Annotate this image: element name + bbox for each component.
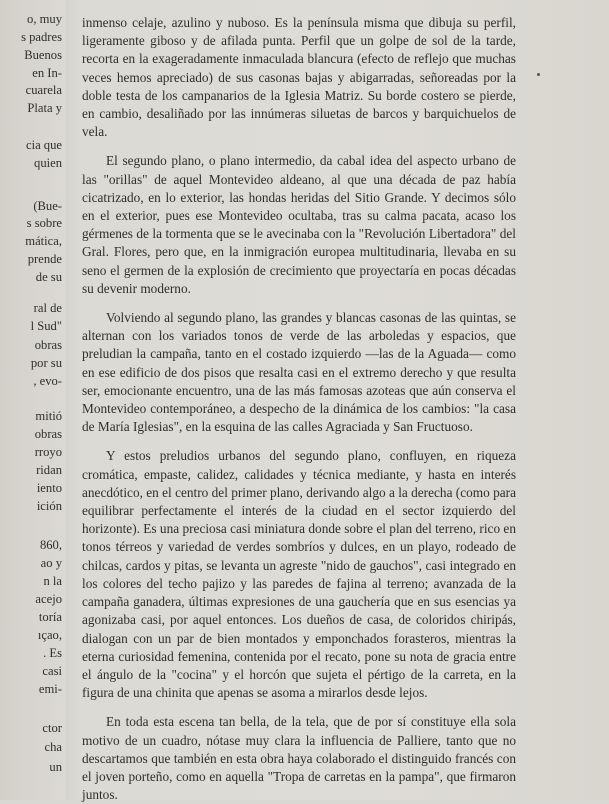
left-fragment-16: obras bbox=[34, 338, 62, 352]
left-fragment-17: por su bbox=[30, 356, 62, 370]
left-fragment-14: ral de bbox=[33, 301, 62, 315]
left-fragment-20: obras bbox=[34, 427, 62, 441]
left-fragment-7: cia que bbox=[25, 138, 62, 152]
left-fragment-22: ridan bbox=[36, 463, 62, 477]
left-fragment-26: ao y bbox=[40, 556, 62, 570]
left-fragment-21: rroyo bbox=[34, 445, 62, 459]
ink-speck bbox=[537, 73, 540, 76]
left-fragment-34: ctor bbox=[42, 721, 62, 735]
left-fragment-31: . Es bbox=[43, 646, 62, 660]
left-fragment-4: en In- bbox=[32, 66, 62, 80]
left-fragment-13: de su bbox=[35, 270, 62, 284]
left-fragment-3: Buenos bbox=[24, 48, 62, 62]
main-text-column bbox=[82, 14, 516, 804]
paragraph-1: inmenso celaje, azulino y nuboso. Es la península misma que dibuja su perfil, ligeramente giboso y de afilada punta. Perfil que un golpe de sol de la tarde, recorta en la exageradamente inmaculada blancura (efecto de reflejo que muchas veces hemos apreciado) de sus casonas bajas y abigarradas, señoreadas por la doble testa de los campanarios de la Iglesia Matriz. Su borde costero se pierde, en cambio, desaliñado por las innúmeras siluetas de barcos y barquichuelos de vela. bbox=[82, 15, 516, 140]
left-fragment-36: un bbox=[49, 760, 62, 774]
left-fragment-10: s sobre bbox=[26, 216, 62, 230]
left-fragment-23: iento bbox=[36, 481, 62, 495]
left-fragment-8: quien bbox=[34, 156, 62, 170]
left-fragment-11: mática, bbox=[25, 234, 62, 248]
paragraph-5: En toda esta escena tan bella, de la tela, que de por sí constituye ella sola motivo de un cuadro, nótase muy clara la influencia de Palliere, tanto que no descartamos que también en esta obra haya colaborado el distinguido francés con el joven porteño, como en aquella "Tropa de carretas en la pampa", que firmaron juntos. bbox=[82, 714, 516, 803]
left-fragment-12: prende bbox=[27, 252, 62, 266]
left-fragment-6: Plata y bbox=[27, 101, 62, 115]
left-fragment-29: toría bbox=[38, 610, 62, 624]
gutter-shadow bbox=[66, 0, 80, 800]
left-page-edge-fragments bbox=[0, 0, 64, 800]
left-fragment-19: mitió bbox=[35, 409, 62, 423]
left-fragment-32: casi bbox=[42, 664, 62, 678]
left-fragment-24: ición bbox=[36, 499, 62, 513]
paragraph-3: Volviendo al segundo plano, las grandes y blancas casonas de las quintas, se alternan con los variados tonos de verde de las arboledas y espacios, que preludian la campaña, tanto en el costado izquierdo —las de la Aguada— como en ese edificio de dos pisos que resalta casi en el extremo derecho y que resulta ser, emocionante encuentro, una de las más famosas azoteas que aún conserva el Montevideo contemporáneo, a despecho de la dinámica de los cambios: "la casa de María Iglesias", en la esquina de las calles Agraciada y San Fructuoso. bbox=[82, 310, 516, 435]
left-fragment-9: (Bue- bbox=[33, 199, 62, 213]
left-fragment-2: s padres bbox=[21, 30, 62, 44]
paragraph-4: Y estos preludios urbanos del segundo plano, confluyen, en riqueza cromática, empaste, calidez, calidades y técnica mediante, y hasta en interés anecdótico, en el centro del primer plano, derivando algo a la derecha (como para equilibrar perfectamente el interés de la ciudad en el sector izquierdo del horizonte). Es una preciosa casi miniatura donde sobre el plan del terreno, rico en tonos térreos y variedad de verdes sombríos y dulces, en un playo, rodeado de chilcas, cardos y pitas, se levanta un agreste "nido de gauchos", casi integrado en los colores del techo pajizo y las paredes de fajina al terreno; avanzada de la campaña ganadera, últimas expresiones de una gauchería que en sus esencias ya agonizaba casi, por aquel entonces. Los dueños de casa, de coloridos chiripás, dialogan con un par de bien montados y emponchados forasteros, mientras la eterna curiosidad femenina, contenida por el recato, pone su nota de gracia entre el ángulo de la "cocina" y el horcón que sujeta el pértigo de la carreta, en la figura de una chinita que apenas se asoma a mirarlos desde lejos. bbox=[82, 448, 516, 701]
left-fragment-18: , evo- bbox=[33, 374, 62, 388]
left-fragment-33: emi- bbox=[38, 682, 62, 696]
left-fragment-30: ıçao, bbox=[37, 628, 62, 642]
left-fragment-27: n la bbox=[43, 574, 62, 588]
left-fragment-15: l Sud" bbox=[30, 319, 62, 333]
left-fragment-5: cuarela bbox=[25, 83, 62, 97]
left-fragment-25: 860, bbox=[39, 538, 62, 552]
left-fragment-28: acejo bbox=[35, 592, 62, 606]
left-fragment-35: cha bbox=[44, 740, 62, 754]
paragraph-2: El segundo plano, o plano intermedio, da cabal idea del aspecto urbano de las "orillas" de aquel Montevideo aldeano, al que una década de paz había cicatrizado, en lo exterior, las hondas heridas del Sitio Grande. Y decimos sólo en el exterior, pues ese Montevideo ocultaba, tras su calma pacata, acaso los gérmenes de la tormenta que se le avecinaba con la "Revolución Libertadora" del Gral. Flores, pero que, en la inmigración europea multitudinaria, llevaba en su seno el germen de la explosión de crecimiento que proyectaría en pocas décadas su devenir moderno. bbox=[82, 153, 516, 296]
left-fragment-1: o, muy bbox=[27, 12, 62, 26]
